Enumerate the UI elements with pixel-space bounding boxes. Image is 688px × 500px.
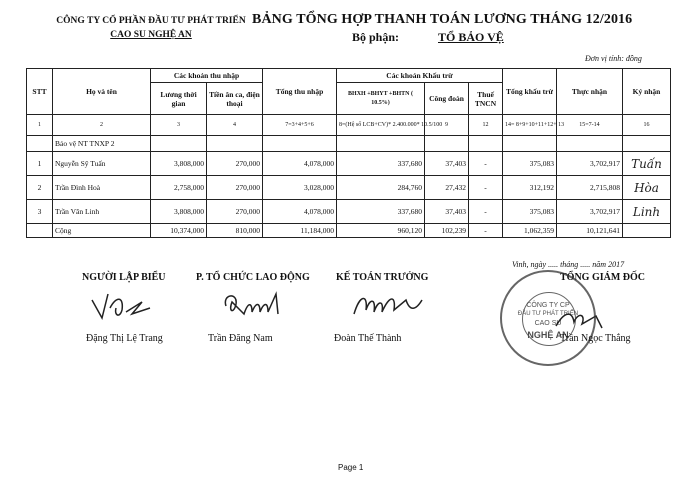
cell-pit: - xyxy=(469,176,503,200)
total-time-salary: 10,374,000 xyxy=(151,224,207,238)
total-label: Cộng xyxy=(53,224,151,238)
header-name: Họ và tên xyxy=(53,69,151,115)
header-deduction-group: Các khoản Khấu trừ xyxy=(337,69,503,83)
table-row xyxy=(27,152,671,176)
cell-total-deduction: 312,192 xyxy=(503,176,557,200)
payroll-table xyxy=(26,68,671,238)
cell-name: Trần Văn Linh xyxy=(53,200,151,224)
cell-meal-phone: 270,000 xyxy=(207,152,263,176)
cell-union: 27,432 xyxy=(425,176,469,200)
cell-signature: Hòa xyxy=(623,176,671,200)
stamp-line-1: CÔNG TY CP xyxy=(526,302,570,309)
preparer-title: NGƯỜI LẬP BIỂU xyxy=(82,272,166,283)
accountant-signature xyxy=(350,288,430,322)
cell-stt: 3 xyxy=(27,200,53,224)
total-row xyxy=(27,224,671,238)
group-label: Bảo vệ NT TNXP 2 xyxy=(53,136,151,152)
index-row xyxy=(27,115,671,136)
cell-total-income: 4,078,000 xyxy=(263,152,337,176)
hr-name: Trần Đăng Nam xyxy=(208,333,273,344)
company-stamp xyxy=(500,270,596,366)
table-row xyxy=(27,200,671,224)
cell-stt: 1 xyxy=(27,152,53,176)
header-total-deduction: Tổng khấu trừ xyxy=(503,69,557,115)
cell-pit: - xyxy=(469,200,503,224)
company-name xyxy=(56,14,246,42)
cell-total-income: 4,078,000 xyxy=(263,200,337,224)
header-sign: Ký nhận xyxy=(623,69,671,115)
total-income: 11,184,000 xyxy=(263,224,337,238)
table-row xyxy=(27,176,671,200)
index-cell: 3 xyxy=(151,115,207,136)
index-cell: 8=(Hệ số LCB+CV)* 2.400.000* 10.5/100 xyxy=(337,115,425,136)
header-income-group: Các khoản thu nhập xyxy=(151,69,263,83)
total-union: 102,239 xyxy=(425,224,469,238)
index-cell: 14= 8+9+10+11+12+ 13 xyxy=(503,115,557,136)
index-cell: 16 xyxy=(623,115,671,136)
header-pit: Thuế TNCN xyxy=(469,83,503,115)
stamp-line-3: CAO SU xyxy=(534,320,562,327)
cell-union: 37,403 xyxy=(425,152,469,176)
cell-meal-phone: 270,000 xyxy=(207,176,263,200)
cell-signature: Tuấn xyxy=(623,152,671,176)
index-cell: 1 xyxy=(27,115,53,136)
index-cell: 9 xyxy=(425,115,469,136)
total-meal-phone: 810,000 xyxy=(207,224,263,238)
cell-total-income: 3,028,000 xyxy=(263,176,337,200)
preparer-name: Đặng Thị Lệ Trang xyxy=(86,333,163,344)
header-total-income: Tổng thu nhập xyxy=(263,69,337,115)
company-line-1: CÔNG TY CỔ PHẦN ĐẦU TƯ PHÁT TRIỂN xyxy=(56,16,246,26)
cell-insurance: 284,760 xyxy=(337,176,425,200)
header-meal-phone: Tiền ăn ca, điện thoại xyxy=(207,83,263,115)
director-name: Trần Ngọc Thắng xyxy=(560,333,631,344)
index-cell: 4 xyxy=(207,115,263,136)
cell-net: 3,702,917 xyxy=(557,200,623,224)
total-insurance: 960,120 xyxy=(337,224,425,238)
index-cell: 7=3+4+5+6 xyxy=(263,115,337,136)
cell-time-salary: 3,808,000 xyxy=(151,200,207,224)
index-cell: 12 xyxy=(469,115,503,136)
cell-net: 2,715,808 xyxy=(557,176,623,200)
cell-meal-phone: 270,000 xyxy=(207,200,263,224)
cell-union: 37,403 xyxy=(425,200,469,224)
hr-signature xyxy=(218,288,288,322)
header-stt: STT xyxy=(27,69,53,115)
date-line: Vinh, ngày ..... tháng ..... năm 2017 xyxy=(512,260,625,269)
cell-time-salary: 3,808,000 xyxy=(151,152,207,176)
currency-unit: Đơn vị tính: đồng xyxy=(585,54,642,63)
cell-insurance: 337,680 xyxy=(337,200,425,224)
header-net: Thực nhận xyxy=(557,69,623,115)
accountant-name: Đoàn Thế Thành xyxy=(334,333,402,344)
index-cell: 2 xyxy=(53,115,151,136)
header-union: Công đoàn xyxy=(425,83,469,115)
department-value: TỔ BẢO VỆ xyxy=(438,30,504,44)
preparer-signature xyxy=(88,288,158,322)
stamp-line-4: NGHỆ AN xyxy=(527,330,569,340)
director-title: TỔNG GIÁM ĐỐC xyxy=(560,272,645,283)
stamp-line-2: ĐẦU TƯ PHÁT TRIỂN xyxy=(517,311,579,317)
total-net: 10,121,641 xyxy=(557,224,623,238)
group-row xyxy=(27,136,671,152)
total-deduction: 1,062,359 xyxy=(503,224,557,238)
total-pit: - xyxy=(469,224,503,238)
cell-name: Trần Đình Hoà xyxy=(53,176,151,200)
cell-total-deduction: 375,083 xyxy=(503,152,557,176)
cell-time-salary: 2,758,000 xyxy=(151,176,207,200)
cell-insurance: 337,680 xyxy=(337,152,425,176)
cell-net: 3,702,917 xyxy=(557,152,623,176)
header-insurance: BHXH +BHYT +BHTN ( 10.5%) xyxy=(337,83,425,115)
cell-name: Nguyễn Sỹ Tuấn xyxy=(53,152,151,176)
company-line-2: CAO SU NGHỆ AN xyxy=(110,30,192,40)
hr-title: P. TỔ CHỨC LAO ĐỘNG xyxy=(196,272,310,283)
cell-stt: 2 xyxy=(27,176,53,200)
index-cell: 15=7-14 xyxy=(557,115,623,136)
department-label: Bộ phận: xyxy=(352,30,400,44)
document-title: BẢNG TỔNG HỢP THANH TOÁN LƯƠNG THÁNG 12/2016 xyxy=(252,12,633,27)
cell-total-deduction: 375,083 xyxy=(503,200,557,224)
cell-pit: - xyxy=(469,152,503,176)
accountant-title: KẾ TOÁN TRƯỞNG xyxy=(336,272,429,283)
page-number: Page 1 xyxy=(338,463,364,472)
cell-signature: Linh xyxy=(623,200,671,224)
header-time-salary: Lương thời gian xyxy=(151,83,207,115)
